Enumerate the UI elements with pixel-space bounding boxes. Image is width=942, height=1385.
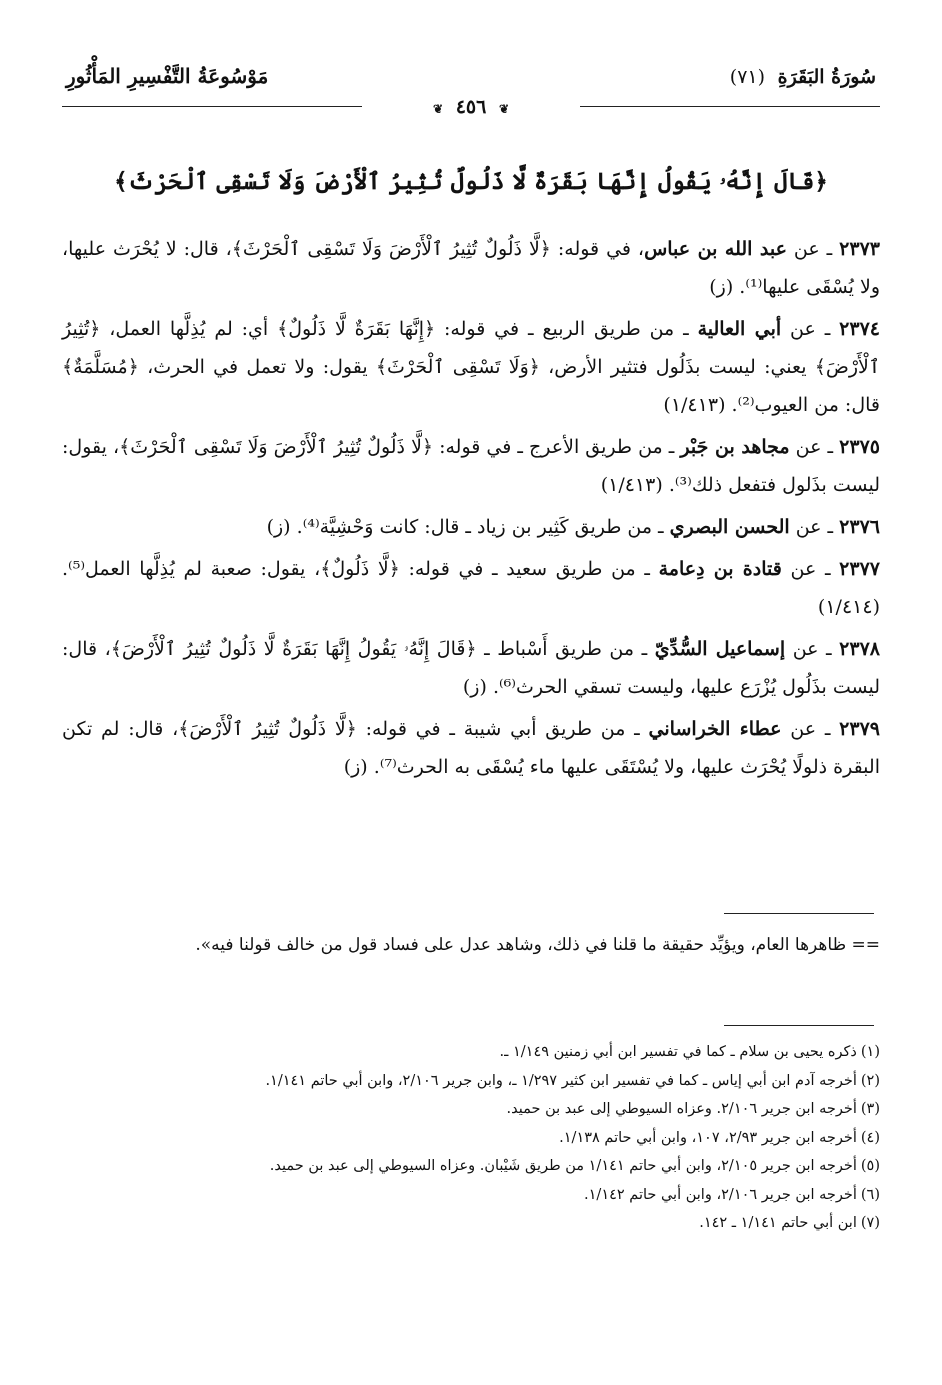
footnote-text: ذكره يحيى بن سلام ـ كما في تفسير ابن أبي زمنين ١/١٤٩ ـ. <box>499 1044 857 1060</box>
ornament-icon: ❦ <box>498 102 509 116</box>
ornament-icon: ❦ <box>433 102 444 116</box>
running-header <box>62 60 880 118</box>
entry-text: ، في قوله: ﴿لَّا ذَلُولٌ تُثِيرُ ٱلْأَرْضَ وَلَا تَسْقِى ٱلْحَرْثَ﴾، قال: لا يُحْرَث عليها، ولا يُسْقَى عليها⁽¹⁾. <box>62 238 880 298</box>
entry-number: ٢٣٧٧ <box>839 558 880 580</box>
entry-text: ـ من طريق كَثِير بن زياد ـ قال: كانت وَحْشِيَّة⁽⁴⁾. <box>290 516 670 538</box>
footnote-number: (٥) <box>860 1158 880 1174</box>
entry-text: ـ من طريق الأعرج ـ في قوله: ﴿لَّا ذَلُولٌ تُثِيرُ ٱلْأَرْضَ وَلَا تَسْقِى ٱلْحَرْثَ﴾، يقول: ليست بذَلول فتفعل ذلك⁽³⁾. <box>62 436 880 496</box>
entry-intro: ـ عن <box>781 558 840 580</box>
footnote <box>62 1124 880 1153</box>
entry-reference: (١/٤١٣) <box>600 474 663 496</box>
entry-number: ٢٣٧٨ <box>839 638 880 660</box>
entry-intro: ـ عن <box>786 238 840 260</box>
narration-entry <box>62 508 880 546</box>
footnote-text: أخرجه آدم ابن أبي إياس ـ كما في تفسير ابن كثير ١/٢٩٧ ـ، وابن جرير ٢/١٠٦، وابن أبي حاتم ١/١٤١. <box>265 1072 857 1089</box>
entry-reference: (١/٤١٤) <box>817 596 880 618</box>
entry-number: ٢٣٧٣ <box>839 238 880 260</box>
narrator-name: عبد الله بن عباس <box>644 238 787 260</box>
footnote <box>62 1209 880 1238</box>
footnote-text: ابن أبي حاتم ١/١٤١ ـ ١٤٢. <box>699 1215 857 1231</box>
narrator-name: الحسن البصري <box>669 516 790 538</box>
entry-reference: (١/٤١٣) <box>663 394 726 416</box>
entry-number: ٢٣٧٩ <box>839 718 880 740</box>
footnote-separator <box>724 1025 874 1026</box>
footnote-number: (٢) <box>860 1072 880 1089</box>
narration-entry <box>62 630 880 706</box>
footnotes <box>62 1038 880 1238</box>
footnote-separator <box>724 913 874 914</box>
book-title: مَوْسُوعَةُ التَّفْسِيرِ المَأْثُورِ <box>66 64 269 88</box>
entry-reference: (ز) <box>343 756 368 778</box>
footnote-number: (١) <box>860 1044 880 1060</box>
page-number-block <box>62 96 880 118</box>
narration-entry <box>62 428 880 504</box>
quran-verse-heading: ﴿قَالَ إِنَّهُۥ يَقُولُ إِنَّهَا بَقَرَةٌ لَّا ذَلُولٌ تُثِيرُ ٱلْأَرْضَ وَلَا تَسْقِى ٱلْحَرْثَ﴾ <box>114 168 828 195</box>
footnote <box>62 1181 880 1210</box>
footnote <box>62 1038 880 1067</box>
footnote-text: أخرجه ابن جرير ٢/٩٣، ١٠٧، وابن أبي حاتم ١/١٣٨. <box>559 1129 857 1146</box>
entry-number: ٢٣٧٦ <box>839 516 880 538</box>
narrator-name: مجاهد بن جَبْر <box>680 436 790 458</box>
footnote-number: (٦) <box>860 1186 880 1203</box>
footnote-number: (٧) <box>860 1215 880 1231</box>
entry-number: ٢٣٧٤ <box>839 318 880 340</box>
entry-intro: ـ عن <box>789 516 840 538</box>
entry-number: ٢٣٧٥ <box>839 436 880 458</box>
footnote-text: أخرجه ابن جرير ٢/١٠٦. وعزاه السيوطي إلى عبد بن حميد. <box>506 1101 857 1117</box>
narration-entry <box>62 230 880 306</box>
narrations <box>62 230 880 790</box>
entry-text: ـ من طريق أَسْباط ـ ﴿قَالَ إِنَّهُۥ يَقُولُ إِنَّهَا بَقَرَةٌ لَّا ذَلُولٌ تُثِيرُ ٱلْأَرْضَ﴾، قال: ليست بذَلُول يُزْرَع عليها، وليست تسقي الحرث⁽⁶⁾. <box>62 638 880 698</box>
footnote-text: أخرجه ابن جرير ٢/١٠٦، وابن أبي حاتم ١/١٤٢. <box>584 1186 857 1203</box>
footnote-continuation: == ظاهرها العام، ويؤيِّد حقيقة ما قلنا في ذلك، وشاهد عدل على فساد قول من خالف قولنا فيه». <box>195 935 880 955</box>
narrator-name: عطاء الخراساني <box>648 718 782 740</box>
narration-entry <box>62 310 880 424</box>
entry-intro: ـ عن <box>789 436 840 458</box>
footnote <box>62 1067 880 1096</box>
entry-intro: ـ عن <box>785 638 840 660</box>
footnote <box>62 1095 880 1124</box>
footnote-number: (٣) <box>860 1101 880 1117</box>
entry-text: ـ من طريق سعيد ـ في قوله: ﴿لَّا ذَلُولٌ﴾، يقول: صعبة لم يُذِلَّها العمل⁽⁵⁾. <box>62 558 659 580</box>
footnote-text: أخرجه ابن جرير ٢/١٠٥، وابن أبي حاتم ١/١٤١ من طريق شَيْبان. وعزاه السيوطي إلى عبد بن حميد. <box>269 1158 857 1174</box>
entry-reference: (ز) <box>266 516 291 538</box>
entry-reference: (ز) <box>709 276 734 298</box>
narration-entry <box>62 550 880 626</box>
surah-heading <box>730 66 876 88</box>
footnote-number: (٤) <box>860 1129 880 1146</box>
ayah-number: (٧١) <box>729 66 766 88</box>
entry-text: ـ من طريق الربيع ـ في قوله: ﴿إِنَّهَا بَقَرَةٌ لَّا ذَلُولٌ﴾ أي: لم يُذِلَّها العمل، ﴿تُثِيرُ ٱلْأَرْضَ﴾ يعني: ليست بذَلُول فتثير الأرض، ﴿وَلَا تَسْقِى ٱلْحَرْثَ﴾ يقول: ولا تعمل في الحرث، ﴿مُسَلَّمَةٌ﴾ قال: من العيوب⁽²⁾. <box>62 318 880 416</box>
narrator-name: أبي العالية <box>697 318 782 340</box>
page-number: ٤٥٦ <box>455 96 487 118</box>
narration-entry <box>62 710 880 786</box>
narrator-name: إسماعيل السُّدِّيّ <box>654 638 786 660</box>
surah-name: سُورَةُ البَقَرَةِ <box>777 66 876 88</box>
entry-intro: ـ عن <box>781 718 840 740</box>
entry-intro: ـ عن <box>781 318 840 340</box>
narrator-name: قتادة بن دِعامة <box>658 558 782 580</box>
footnote <box>62 1152 880 1181</box>
entry-reference: (ز) <box>462 676 487 698</box>
entry-text: ـ من طريق أبي شيبة ـ في قوله: ﴿لَّا ذَلُولٌ تُثِيرُ ٱلْأَرْضَ﴾، قال: لم تكن البقرة ذلولًا يُحْرَث عليها، ولا يُسْتَقَى عليها ماء يُسْقَى به الحرث⁽⁷⁾. <box>62 718 880 778</box>
